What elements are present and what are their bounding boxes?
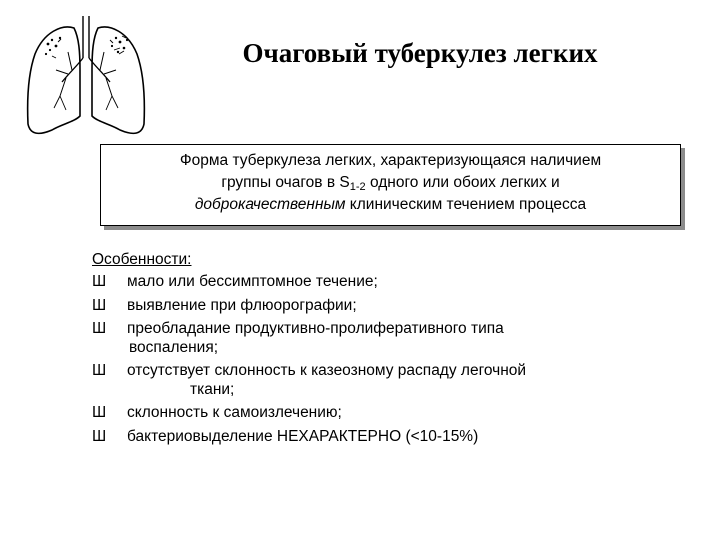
feature-text: преобладание продуктивно-пролиферативного типа xyxy=(127,320,504,337)
features-heading: Особенности: xyxy=(92,251,192,268)
bullet-icon: Ш xyxy=(92,404,107,421)
definition-italic-word: доброкачественным xyxy=(194,196,346,213)
feature-text-continuation: ткани; xyxy=(190,380,235,398)
bullet-icon: Ш xyxy=(92,273,107,290)
features-section xyxy=(92,249,692,451)
feature-text: выявление при флюорографии; xyxy=(127,296,357,314)
definition-text-3: клиническим течением процесса xyxy=(345,196,587,213)
definition-text-2a: группы очагов в S xyxy=(221,174,350,191)
definition-text-2b: одного или обоих легких и xyxy=(365,174,560,191)
feature-item xyxy=(92,428,692,447)
feature-text: мало или бессимптомное течение; xyxy=(127,273,378,290)
feature-item xyxy=(92,320,692,357)
definition-line-1 xyxy=(101,150,680,172)
lungs-diagram-icon xyxy=(22,12,150,144)
bullet-icon: Ш xyxy=(92,427,107,445)
feature-item xyxy=(92,297,692,316)
bullet-icon: Ш xyxy=(92,296,107,314)
feature-text: бактериовыделение НЕХАРАКТЕРНО (<10-15%) xyxy=(127,427,479,445)
feature-item xyxy=(92,362,692,399)
feature-text: отсутствует склонность к казеозному распаду легочной xyxy=(127,362,527,379)
definition-box xyxy=(100,144,681,226)
feature-text: склонность к самоизлечению; xyxy=(127,404,342,421)
definition-text-1: Форма туберкулеза легких, характеризующаяся наличием xyxy=(179,152,602,169)
feature-item xyxy=(92,273,692,292)
definition-line-3 xyxy=(101,194,680,216)
slide-title: Очаговый туберкулез легких xyxy=(242,38,598,68)
segment-subscript: 1-2 xyxy=(349,181,366,193)
bullet-icon: Ш xyxy=(92,362,107,379)
feature-item xyxy=(92,404,692,423)
features-list xyxy=(92,273,692,446)
definition-line-2 xyxy=(101,172,680,194)
feature-text-continuation: воспаления; xyxy=(129,338,219,356)
bullet-icon: Ш xyxy=(92,320,107,337)
